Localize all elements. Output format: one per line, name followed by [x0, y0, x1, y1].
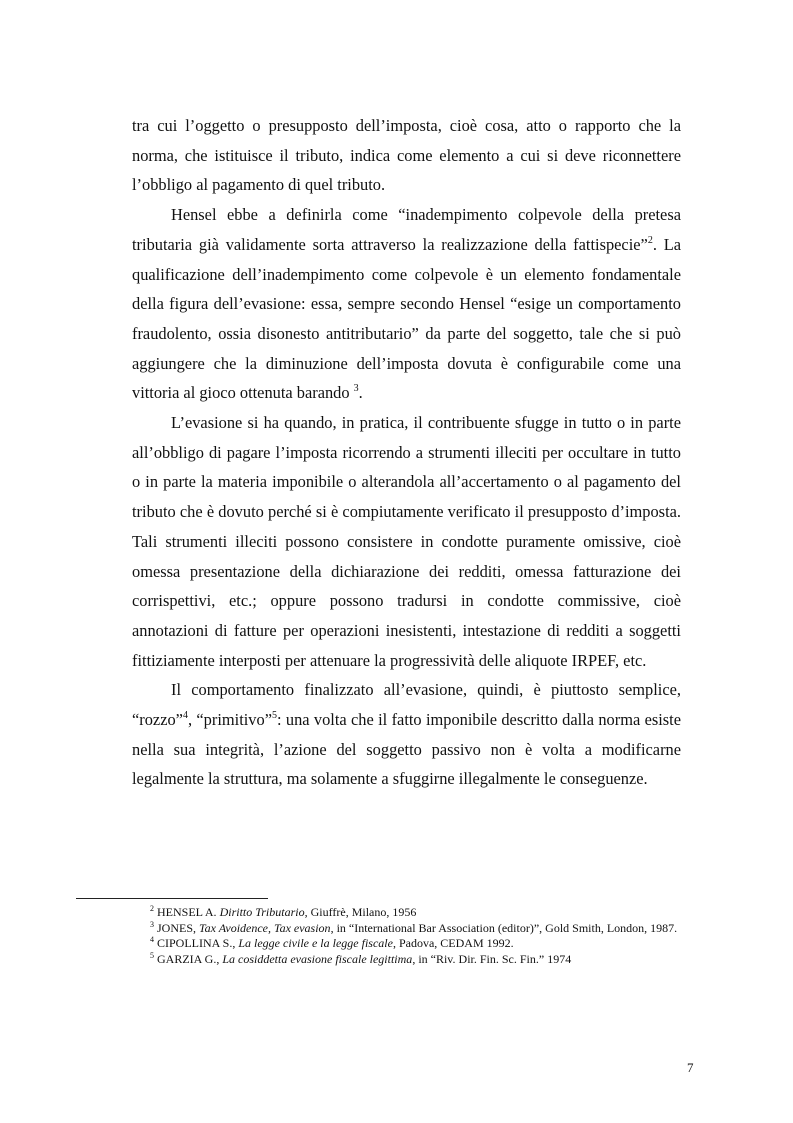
footnote-details: , in “Riv. Dir. Fin. Sc. Fin.” 1974	[412, 952, 572, 967]
footnote-ref-3[interactable]: 3	[353, 383, 359, 395]
footnote-4	[132, 936, 681, 952]
paragraph-2-text-b: . La qualificazione dell’inadempimento come colpevole è un elemento fondamentale della figura dell’evasione: essa, sempre secondo Hensel “esige un comportamento fraudolento, ossia disonesto antitributario” da parte del soggetto, tale che si può aggiungere che la diminuzione dell’imposta dovuta è configurabile come una vittoria al gioco ottenuta barando	[132, 234, 681, 403]
paragraph-2-text-c: .	[358, 383, 363, 403]
footnote-ref-2[interactable]: 2	[647, 234, 653, 246]
footnote-number: 5	[150, 951, 154, 961]
footnote-details: , Giuffrè, Milano, 1956	[304, 905, 417, 919]
footnote-number: 3	[150, 919, 154, 929]
footnote-2	[132, 905, 681, 921]
footnote-title: La legge civile e la legge fiscale	[238, 936, 393, 951]
paragraph-4-text-b: , “primitivo”	[187, 710, 272, 730]
paragraph-2-text-a: Hensel ebbe a definirla come “inadempimento colpevole della pretesa tributaria già validamente sorta attraverso la realizzazione della fattispecie”	[132, 205, 681, 254]
footnote-5	[132, 952, 681, 968]
footnote-details: , in “International Bar Association (editor)”, Gold Smith, London, 1987.	[330, 920, 678, 935]
footnote-author: CIPOLLINA S.,	[157, 936, 239, 951]
footnote-author: HENSEL A.	[157, 905, 220, 919]
footnote-title: Diritto Tributario	[219, 905, 305, 919]
paragraph-3: L’evasione si ha quando, in pratica, il contribuente sfugge in tutto o in parte all’obbligo di pagare l’imposta ricorrendo a strumenti illeciti per occultare in tutto o in parte la materia imponibile o alterandola all’accertamento o al pagamento del tributo che è dovuto perché si è compiutamente verificato il presupposto d’imposta. Tali strumenti illeciti possono consistere in condotte puramente omissive, cioè omessa presentazione della dichiarazione dei redditi, omessa fatturazione dei corrispettivi, etc.; oppure possono tradursi in condotte commissive, cioè annotazioni di fatture per operazioni inesistenti, intestazione di redditi a soggetti fittiziamente interposti per attenuare la progressività delle aliquote IRPEF, etc.	[132, 413, 681, 670]
main-text	[132, 111, 681, 794]
footnote-author: GARZIA G.,	[157, 952, 223, 967]
footnote-3	[76, 921, 681, 937]
footnote-title: La cosiddetta evasione fiscale legittima	[222, 952, 413, 967]
footnote-separator	[76, 898, 268, 899]
paragraph-2	[132, 200, 681, 408]
footnote-author: JONES,	[157, 920, 200, 935]
footnote-ref-4[interactable]: 4	[182, 710, 188, 722]
paragraph-4-text-c: : una volta che il fatto imponibile descritto dalla norma esiste nella sua integrità, l’azione del soggetto passivo non è volta a modificarne legalmente la struttura, ma solamente a sfuggirne illegalmente le conseguenze.	[132, 710, 681, 789]
footnote-number: 2	[150, 904, 154, 913]
paragraph-4	[132, 675, 681, 794]
paragraph-4-text-a: Il comportamento finalizzato all’evasione, quindi, è piuttosto semplice, “rozzo”	[132, 680, 681, 730]
footnote-details: , Padova, CEDAM 1992.	[392, 936, 514, 951]
footnote-number: 4	[150, 935, 154, 945]
footnote-ref-5[interactable]: 5	[271, 710, 277, 722]
footnote-title: Tax Avoidence, Tax evasion	[199, 920, 331, 935]
footnotes	[132, 905, 681, 968]
page-number: 7	[687, 1060, 694, 1075]
paragraph-1: tra cui l’oggetto o presupposto dell’imposta, cioè cosa, atto o rapporto che la norma, che istituisce il tributo, indica come elemento a cui si deve riconnettere l’obbligo al pagamento di quel tributo.	[132, 116, 681, 195]
